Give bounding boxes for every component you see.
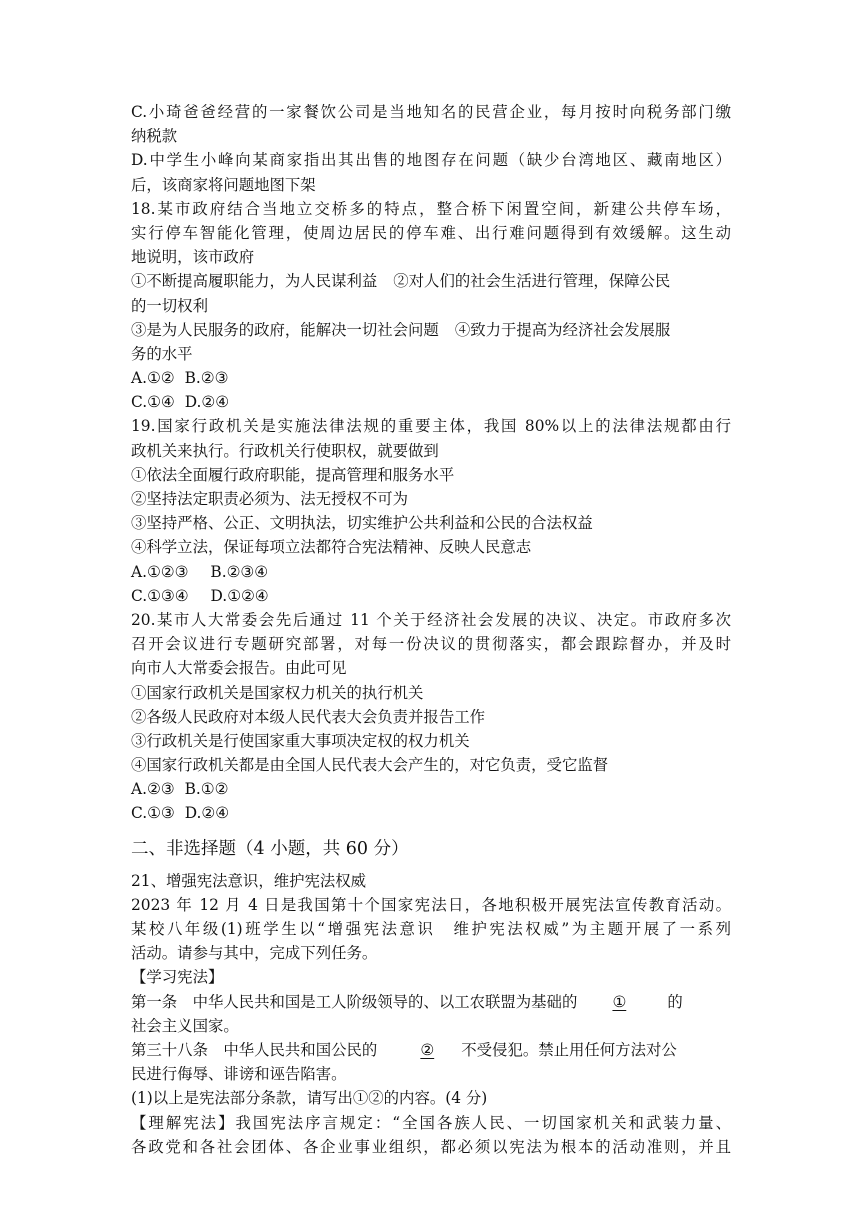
q20-item-3: ③行政机关是行使国家重大事项决定权的权力机关 xyxy=(131,731,470,750)
q17-option-c-line2: 纳税款 xyxy=(131,127,178,146)
q19-option-b: B.②③④ xyxy=(210,562,269,581)
q21-subquestion-1: (1)以上是宪法部分条款，请写出①②的内容。(4 分) xyxy=(131,1089,488,1108)
q18-option-b: B.②③ xyxy=(184,369,229,388)
q18-item-2-cont: 的一切权利 xyxy=(131,296,208,315)
article-38-suffix: 不受侵犯。禁止用任何方法对公 xyxy=(461,1040,677,1059)
q21-intro-line2: 某校八年级(1)班学生以“增强宪法意识 维护宪法权威”为主题开展了一系列 xyxy=(131,920,731,938)
q21-article-1 xyxy=(131,990,731,1014)
q18-option-d: D.②④ xyxy=(184,393,229,412)
q19-option-d: D.①②④ xyxy=(210,586,269,605)
q18-stem-line1: 18.某市政府结合当地立交桥多的特点，整合桥下闲置空间，新建公共停车场， xyxy=(131,199,731,218)
article-1-suffix: 的 xyxy=(667,992,683,1011)
q21-article-38-cont: 民进行侮辱、诽谤和诬告陷害。 xyxy=(131,1065,347,1084)
q21-learn-heading: 【学习宪法】 xyxy=(131,968,224,987)
q19-option-c: C.①③④ xyxy=(131,586,189,605)
q18-item-1: ①不断提高履职能力，为人民谋利益 xyxy=(131,272,378,291)
q17-option-c-line1: C.小琦爸爸经营的一家餐饮公司是当地知名的民营企业，每月按时向税务部门缴 xyxy=(131,103,731,121)
q20-item-4: ④国家行政机关都是由全国人民代表大会产生的，对它负责，受它监督 xyxy=(131,756,609,775)
q19-item-4: ④科学立法，保证每项立法都符合宪法精神、反映人民意志 xyxy=(131,538,532,557)
q18-option-a: A.①② xyxy=(131,369,175,388)
q18-option-c: C.①④ xyxy=(131,393,175,412)
q19-options-ab xyxy=(131,560,731,584)
q19-item-1: ①依法全面履行政府职能，提高管理和服务水平 xyxy=(131,465,455,484)
q20-options-ab xyxy=(131,777,731,801)
q18-item-3: ③是为人民服务的政府，能解决一切社会问题 xyxy=(131,320,439,339)
q18-options-ab xyxy=(131,366,731,390)
q19-stem-line1: 19.国家行政机关是实施法律法规的重要主体，我国 80%以上的法律法规都由行 xyxy=(131,417,731,436)
article-1-text: 第一条 中华人民共和国是工人阶级领导的、以工农联盟为基础的 xyxy=(131,992,578,1011)
q19-option-a: A.①②③ xyxy=(131,562,189,581)
q21-understand-line2: 各政党和各社会团体、各企业事业组织，都必须以宪法为根本的活动准则，并且 xyxy=(131,1137,731,1156)
q19-stem-line2: 政机关来执行。行政机关行使职权，就要做到 xyxy=(131,441,439,460)
blank-2: ② xyxy=(420,1040,435,1059)
q18-item-4-cont: 务的水平 xyxy=(131,344,193,363)
q20-item-1: ①国家行政机关是国家权力机关的执行机关 xyxy=(131,683,424,702)
q18-item-2: ②对人们的社会生活进行管理，保障公民 xyxy=(393,272,671,291)
q17-option-d-line1: D.中学生小峰向某商家指出其出售的地图存在问题（缺少台湾地区、藏南地区） xyxy=(131,151,731,170)
q19-options-cd xyxy=(131,584,731,608)
q21-intro-line1: 2023 年 12 月 4 日是我国第十个国家宪法日，各地积极开展宪法宣传教育活动。 xyxy=(131,895,731,914)
exam-page xyxy=(131,100,731,1159)
q20-option-a: A.②③ xyxy=(131,780,175,799)
section-2-heading: 二、非选择题（4 小题，共 60 分） xyxy=(131,838,409,859)
q18-item-4: ④致力于提高为经济社会发展服 xyxy=(454,320,671,339)
q19-item-2: ②坚持法定职责必须为、法无授权不可为 xyxy=(131,490,409,508)
q20-option-d: D.②④ xyxy=(184,804,229,823)
q20-stem-line2: 召开会议进行专题研究部署，对每一份决议的贯彻落实，都会跟踪督办，并及时 xyxy=(131,635,731,654)
q19-item-3: ③坚持严格、公正、文明执法，切实维护公共利益和公民的合法权益 xyxy=(131,514,593,533)
q21-intro-line3: 活动。请参与其中，完成下列任务。 xyxy=(131,944,378,963)
blank-1: ① xyxy=(612,992,627,1011)
q21-understand-line1: 【理解宪法】我国宪法序言规定：“全国各族人民、一切国家机关和武装力量、 xyxy=(131,1113,731,1132)
q20-stem-line1: 20.某市人大常委会先后通过 11 个关于经济社会发展的决议、决定。市政府多次 xyxy=(131,610,731,629)
q21-title: 21、增强宪法意识，维护宪法权威 xyxy=(131,871,367,890)
q17-option-d-line2: 后，该商家将问题地图下架 xyxy=(131,175,316,194)
q18-items-line3 xyxy=(131,318,731,342)
q20-stem-line3: 向市人大常委会报告。由此可见 xyxy=(131,659,347,678)
q18-items-line1 xyxy=(131,269,731,293)
q18-options-cd xyxy=(131,390,731,414)
q20-option-c: C.①③ xyxy=(131,804,175,823)
article-38-text: 第三十八条 中华人民共和国公民的 xyxy=(131,1040,378,1059)
q20-options-cd xyxy=(131,801,731,825)
q20-item-2: ②各级人民政府对本级人民代表大会负责并报告工作 xyxy=(131,707,485,726)
q21-article-1-cont: 社会主义国家。 xyxy=(131,1016,239,1035)
q18-stem-line3: 地说明，该市政府 xyxy=(131,248,255,267)
q20-option-b: B.①② xyxy=(184,780,229,799)
q21-article-38 xyxy=(131,1038,731,1062)
q18-stem-line2: 实行停车智能化管理，使周边居民的停车难、出行难问题得到有效缓解。这生动 xyxy=(131,223,731,242)
